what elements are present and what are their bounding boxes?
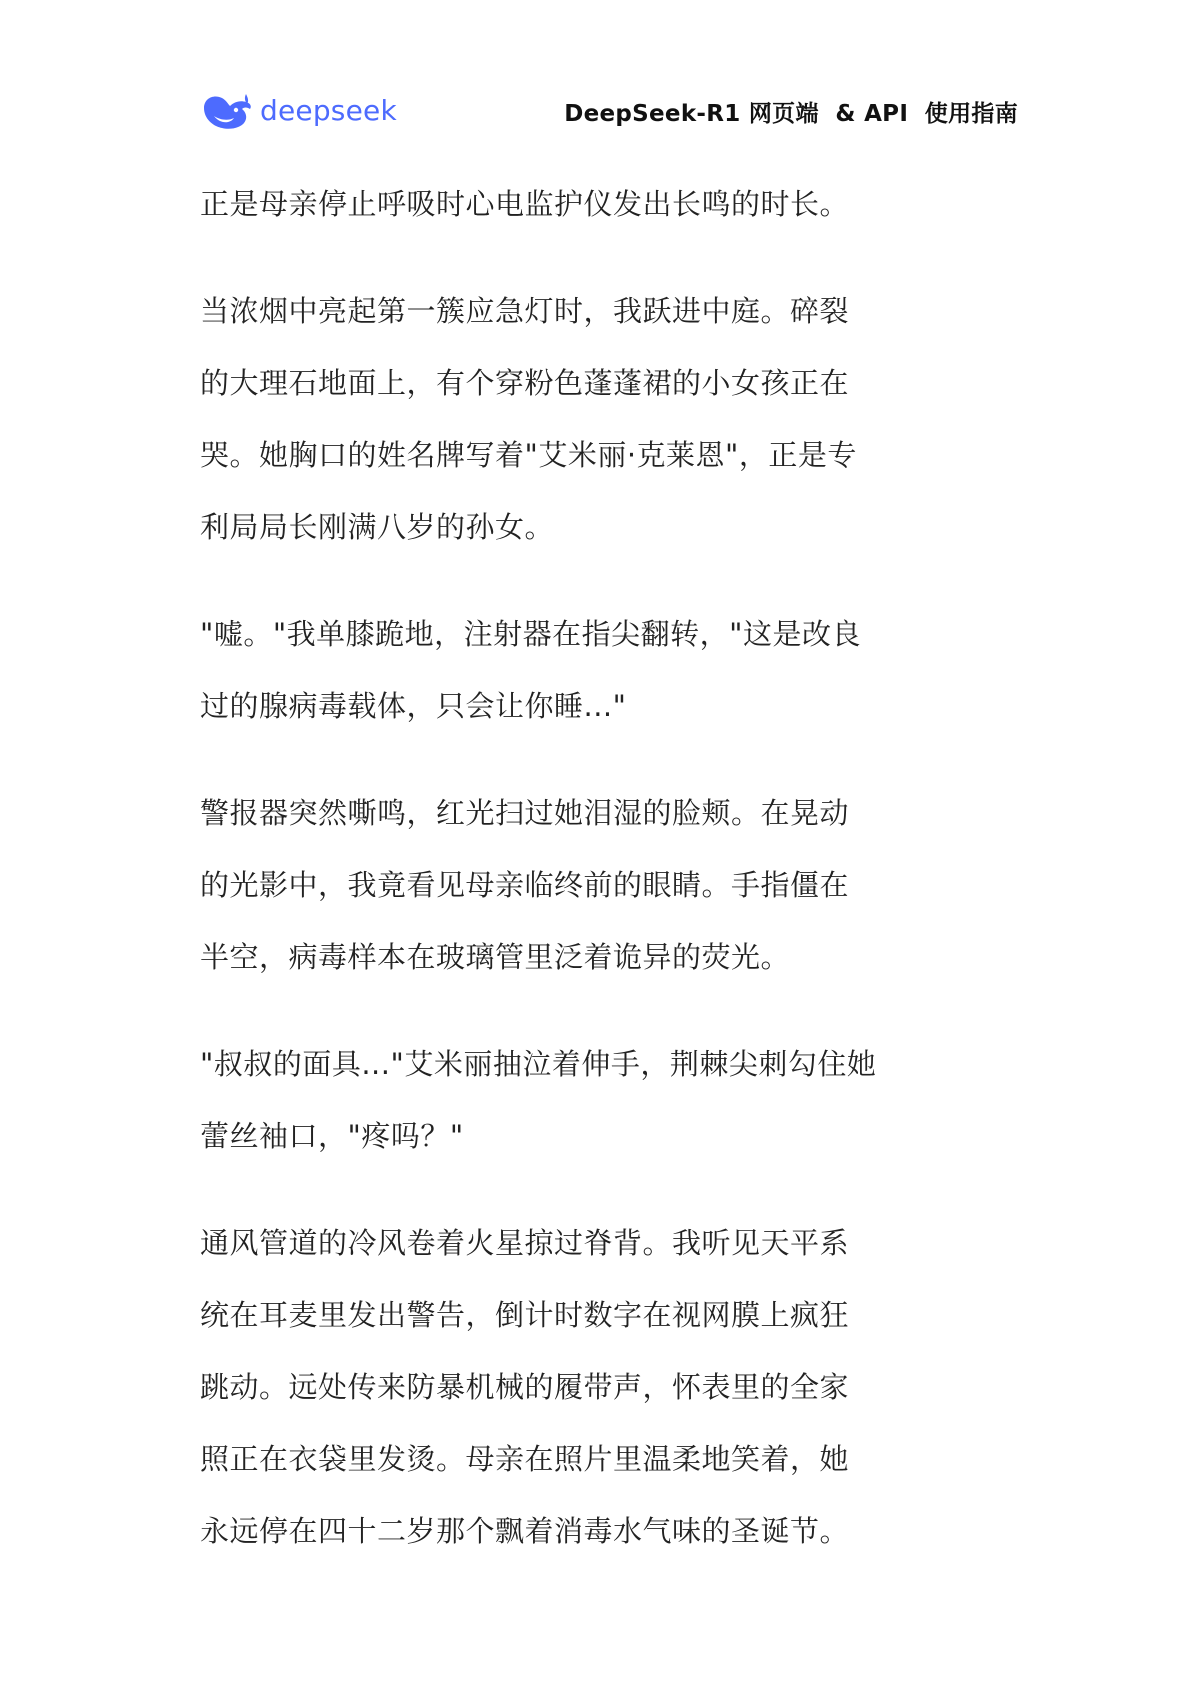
paragraph-line: 半空，病毒样本在玻璃管里泛着诡异的荧光。 <box>200 940 791 974</box>
paragraph-line: 跳动。远处传来防暴机械的履带声，怀表里的全家 <box>200 1370 850 1404</box>
paragraph-line: "嘘。"我单膝跪地，注射器在指尖翻转，"这是改良 <box>200 617 862 651</box>
paragraph <box>200 1028 940 1172</box>
paragraph-line: 警报器突然嘶鸣，红光扫过她泪湿的脸颊。在晃动 <box>200 796 850 830</box>
paragraph-line: 照正在衣袋里发烫。母亲在照片里温柔地笑着，她 <box>200 1442 850 1476</box>
paragraph-line: 的大理石地面上，有个穿粉色蓬蓬裙的小女孩正在 <box>200 366 850 400</box>
paragraph-line: 蕾丝袖口，"疼吗？" <box>200 1119 464 1153</box>
document-title: DeepSeek-R1 网页端 & API 使用指南 <box>564 101 1018 127</box>
paragraph <box>200 275 940 563</box>
paragraph-line: 利局局长刚满八岁的孙女。 <box>200 510 555 544</box>
document-body <box>200 168 940 1602</box>
paragraph-line: 的光影中，我竟看见母亲临终前的眼睛。手指僵在 <box>200 868 850 902</box>
logo-text: deepseek <box>260 94 397 127</box>
page-header <box>0 0 1200 150</box>
whale-icon <box>200 90 254 132</box>
deepseek-logo <box>200 90 397 132</box>
paragraph-line: "叔叔的面具..."艾米丽抽泣着伸手，荆棘尖刺勾住她 <box>200 1047 877 1081</box>
paragraph-line: 通风管道的冷风卷着火星掠过脊背。我听见天平系 <box>200 1226 850 1260</box>
paragraph-line: 过的腺病毒载体，只会让你睡..." <box>200 689 627 723</box>
paragraph-line: 当浓烟中亮起第一簇应急灯时，我跃进中庭。碎裂 <box>200 294 850 328</box>
paragraph-line: 统在耳麦里发出警告，倒计时数字在视网膜上疯狂 <box>200 1298 850 1332</box>
paragraph <box>200 777 940 993</box>
paragraph <box>200 1207 940 1567</box>
paragraph <box>200 168 940 240</box>
paragraph-line: 正是母亲停止呼吸时心电监护仪发出长鸣的时长。 <box>200 187 850 221</box>
paragraph-line: 永远停在四十二岁那个飘着消毒水气味的圣诞节。 <box>200 1514 850 1548</box>
paragraph-line: 哭。她胸口的姓名牌写着"艾米丽·克莱恩"，正是专 <box>200 438 857 472</box>
paragraph <box>200 598 940 742</box>
